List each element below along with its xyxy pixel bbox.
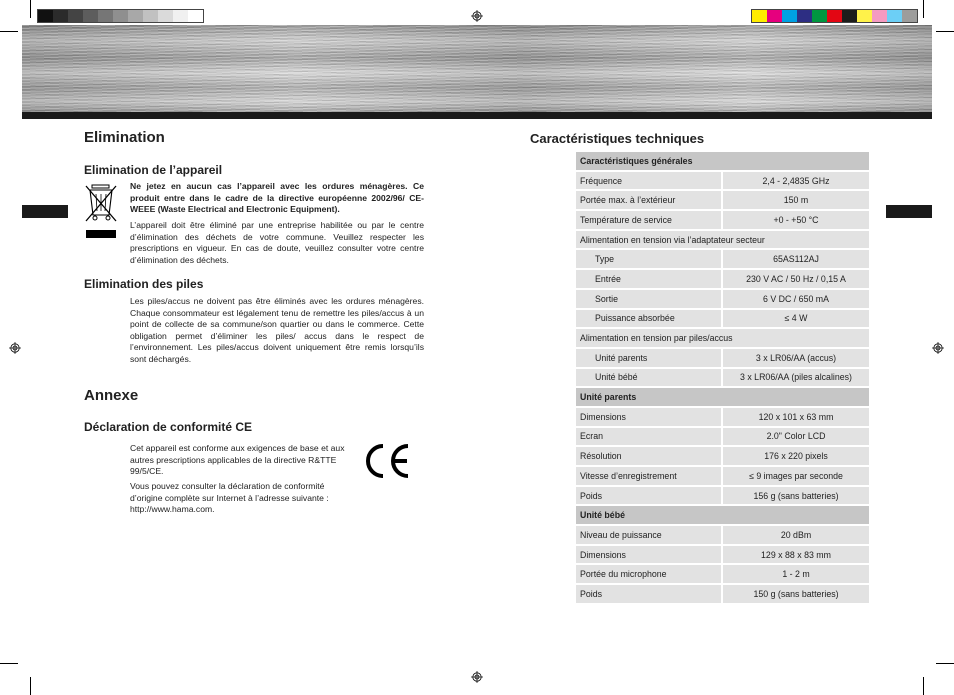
spec-label: Sortie <box>576 290 721 308</box>
color-swatch <box>842 10 857 22</box>
table-row <box>576 526 869 546</box>
annex-title: Annexe <box>84 387 139 404</box>
table-row <box>576 172 869 192</box>
spec-label: Puissance absorbée <box>576 310 721 328</box>
color-swatch <box>53 10 68 22</box>
spec-value: 6 V DC / 650 mA <box>723 290 869 308</box>
table-row <box>576 270 869 290</box>
table-section-header <box>576 152 869 172</box>
crossed-out-wheelie-bin-icon <box>84 181 118 239</box>
table-row <box>576 290 869 310</box>
color-swatch <box>797 10 812 22</box>
spec-label: Dimensions <box>576 546 721 564</box>
color-swatch <box>98 10 113 22</box>
spec-value: 129 x 88 x 83 mm <box>723 546 869 564</box>
spec-value: 230 V AC / 50 Hz / 0,15 A <box>723 270 869 288</box>
spec-value: 65AS112AJ <box>723 250 869 268</box>
table-row <box>576 467 869 487</box>
section-header-label: Unité bébé <box>576 506 869 524</box>
spec-label: Fréquence <box>576 172 721 190</box>
table-row <box>576 250 869 270</box>
group-label: Alimentation en tension via l’adaptateur secteur <box>576 231 869 249</box>
table-row <box>576 428 869 448</box>
registration-mark-icon <box>471 671 483 683</box>
table-row <box>576 487 869 507</box>
color-swatch <box>902 10 917 22</box>
table-row <box>576 349 869 369</box>
color-swatch <box>767 10 782 22</box>
color-swatch <box>188 10 203 22</box>
spec-value: 20 dBm <box>723 526 869 544</box>
brushed-metal-header <box>22 25 932 112</box>
section-heading-ce: Déclaration de conformité CE <box>84 420 253 434</box>
group-label: Alimentation en tension par piles/accus <box>576 329 869 347</box>
spec-value: 2.0" Color LCD <box>723 428 869 446</box>
section-heading-device: Elimination de l’appareil <box>84 163 223 177</box>
process-color-bar <box>751 9 918 23</box>
table-row <box>576 585 869 605</box>
color-swatch <box>827 10 842 22</box>
spec-label: Ecran <box>576 428 721 446</box>
spec-label: Dimensions <box>576 408 721 426</box>
color-swatch <box>752 10 767 22</box>
registration-mark-icon <box>9 342 21 354</box>
color-swatch <box>83 10 98 22</box>
spec-label: Portée max. à l’extérieur <box>576 191 721 209</box>
color-swatch <box>143 10 158 22</box>
color-swatch <box>38 10 53 22</box>
color-swatch <box>128 10 143 22</box>
color-swatch <box>68 10 83 22</box>
section-heading-batteries: Elimination des piles <box>84 277 204 291</box>
spec-value: 150 g (sans batteries) <box>723 585 869 603</box>
registration-mark-icon <box>471 10 483 22</box>
table-row <box>576 408 869 428</box>
color-swatch <box>113 10 128 22</box>
color-swatch <box>857 10 872 22</box>
spec-value: ≤ 4 W <box>723 310 869 328</box>
spec-label: Type <box>576 250 721 268</box>
spec-value: 176 x 220 pixels <box>723 447 869 465</box>
table-section-header <box>576 506 869 526</box>
ce-mark-icon <box>361 442 413 480</box>
color-swatch <box>173 10 188 22</box>
table-row <box>576 565 869 585</box>
table-row <box>576 310 869 330</box>
color-swatch <box>887 10 902 22</box>
spec-label: Entrée <box>576 270 721 288</box>
spec-value: 150 m <box>723 191 869 209</box>
table-row <box>576 546 869 566</box>
table-row <box>576 231 869 251</box>
spec-value: 1 - 2 m <box>723 565 869 583</box>
greyscale-color-bar <box>37 9 204 23</box>
table-row <box>576 447 869 467</box>
ce-declaration-text: Vous pouvez consulter la déclaration de conformité d’origine complète sur Internet à l’adresse suivante : http://www.hama.com. <box>130 481 329 515</box>
battery-disposal-text: Les piles/accus ne doivent pas être éliminés avec les ordures ménagères. Chaque consommateur est légalement tenu de remettre les piles/accus à un point de collecte de sa commune/son quartier ou dans le commerce. Cette obligation permet d’éliminer les piles/ accus dans le respect de l’environnement. Les piles/accus doivent uniquement être remis lorsqu’ils sont déchargés. <box>130 296 424 364</box>
spec-value: 2,4 - 2,4835 GHz <box>723 172 869 190</box>
specifications-table <box>576 152 869 605</box>
device-warning-text: Ne jetez en aucun cas l’appareil avec les ordures ménagères. Ce produit entre dans le cadre de la directive européenne 2002/96/ CE-WEEE (Waste Electrical and Electronic Equipment). <box>130 181 424 215</box>
spec-label: Portée du microphone <box>576 565 721 583</box>
registration-mark-icon <box>932 342 944 354</box>
color-swatch <box>872 10 887 22</box>
spec-value: 3 x LR06/AA (piles alcalines) <box>723 369 869 387</box>
table-row <box>576 191 869 211</box>
spec-value: 3 x LR06/AA (accus) <box>723 349 869 367</box>
specs-title: Caractéristiques techniques <box>530 131 705 146</box>
spec-value: +0 - +50 °C <box>723 211 869 229</box>
right-thumb-tab <box>886 205 932 218</box>
spec-label: Poids <box>576 585 721 603</box>
page-title: Elimination <box>84 129 165 146</box>
spec-label: Niveau de puissance <box>576 526 721 544</box>
color-swatch <box>812 10 827 22</box>
ce-conformity-text: Cet appareil est conforme aux exigences de base et aux autres prescriptions applicables de la directive R&TTE 99/5/CE. <box>130 443 345 477</box>
spec-label: Résolution <box>576 447 721 465</box>
left-thumb-tab <box>22 205 68 218</box>
spec-label: Température de service <box>576 211 721 229</box>
section-header-label: Caractéristiques générales <box>576 152 869 170</box>
table-row <box>576 329 869 349</box>
spec-label: Vitesse d’enregistrement <box>576 467 721 485</box>
device-disposal-text: L’appareil doit être éliminé par une entreprise habilitée ou par le centre d’élimination des déchets de votre commune. Veuillez respecter les prescriptions en vigueur. En cas de doute, veuillez consulter votre centre d’élimination des déchets. <box>130 220 424 265</box>
section-header-label: Unité parents <box>576 388 869 406</box>
spec-label: Poids <box>576 487 721 505</box>
table-row <box>576 369 869 389</box>
spec-value: ≤ 9 images par seconde <box>723 467 869 485</box>
spec-label: Unité parents <box>576 349 721 367</box>
spec-label: Unité bébé <box>576 369 721 387</box>
spec-value: 120 x 101 x 63 mm <box>723 408 869 426</box>
header-rule <box>22 112 932 119</box>
spec-value: 156 g (sans batteries) <box>723 487 869 505</box>
table-row <box>576 211 869 231</box>
table-section-header <box>576 388 869 408</box>
color-swatch <box>782 10 797 22</box>
color-swatch <box>158 10 173 22</box>
